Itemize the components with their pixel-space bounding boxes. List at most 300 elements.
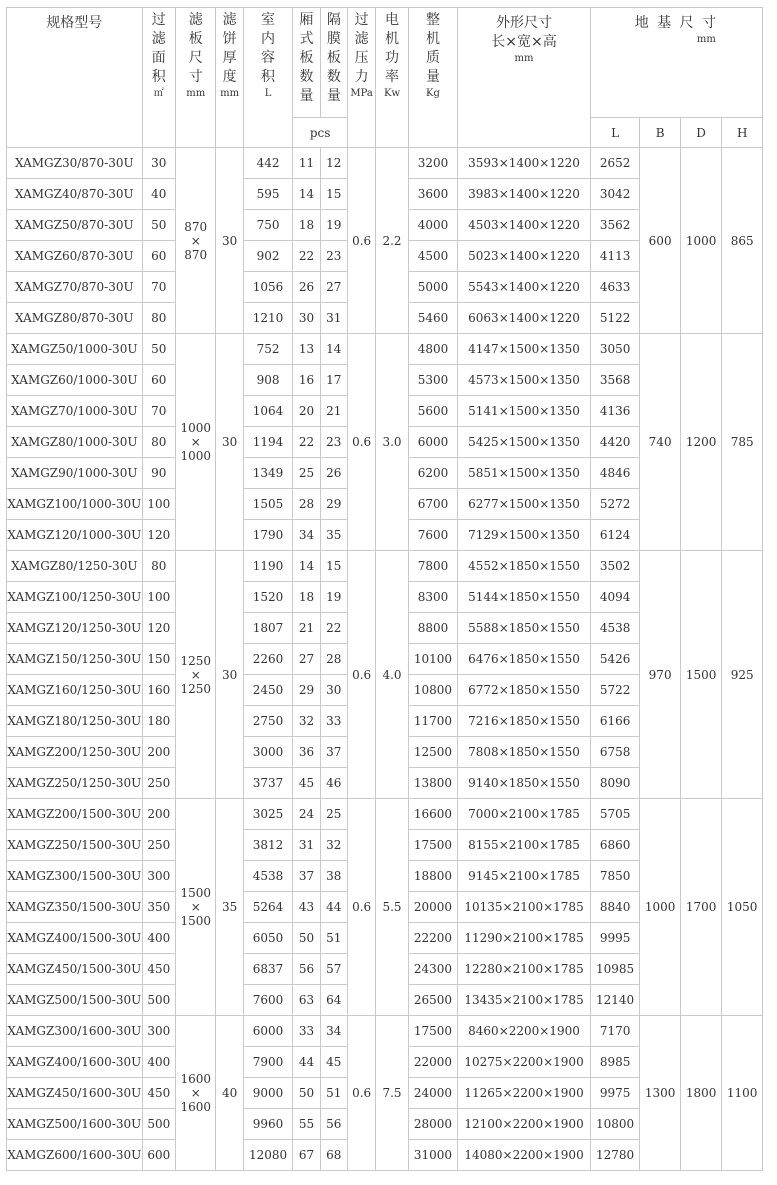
- weight-cell: 24000: [408, 1078, 458, 1109]
- foundation-l-cell: 4420: [590, 427, 640, 458]
- foundation-l-cell: 9995: [590, 923, 640, 954]
- foundation-h-cell: 1050: [722, 799, 763, 1016]
- model-cell: XAMGZ80/1000-30U: [7, 427, 143, 458]
- chamber-plates-cell: 18: [293, 210, 320, 241]
- membrane-plates-cell: 51: [320, 1078, 347, 1109]
- foundation-b-cell: 1300: [640, 1016, 680, 1171]
- plate-size-plate-bottom: 1000: [180, 449, 211, 463]
- header-weight: 整机质量 Kg: [408, 8, 458, 148]
- model-cell: XAMGZ350/1500-30U: [7, 892, 143, 923]
- foundation-l-cell: 4538: [590, 613, 640, 644]
- dimensions-cell: 4147×1500×1350: [458, 334, 591, 365]
- dimensions-cell: 13435×2100×1785: [458, 985, 591, 1016]
- chamber-plates-cell: 44: [293, 1047, 320, 1078]
- dimensions-cell: 5425×1500×1350: [458, 427, 591, 458]
- weight-cell: 28000: [408, 1109, 458, 1140]
- chamber-plates-cell: 18: [293, 582, 320, 613]
- weight-cell: 5300: [408, 365, 458, 396]
- foundation-l-cell: 7850: [590, 861, 640, 892]
- plate-size-plate-x: ×: [190, 1086, 201, 1100]
- chamber-plates-cell: 32: [293, 706, 320, 737]
- area-cell: 120: [142, 613, 175, 644]
- model-cell: XAMGZ500/1600-30U: [7, 1109, 143, 1140]
- model-cell: XAMGZ500/1500-30U: [7, 985, 143, 1016]
- membrane-plates-cell: 28: [320, 644, 347, 675]
- volume-cell: 1520: [243, 582, 293, 613]
- plate-size-cell: [175, 148, 215, 334]
- foundation-l-cell: 6124: [590, 520, 640, 551]
- foundation-d-cell: 1200: [680, 334, 721, 551]
- area-cell: 150: [142, 644, 175, 675]
- membrane-plates-cell: 37: [320, 737, 347, 768]
- membrane-plates-cell: 45: [320, 1047, 347, 1078]
- dimensions-cell: 3593×1400×1220: [458, 148, 591, 179]
- area-cell: 120: [142, 520, 175, 551]
- plate-size-plate-bottom: 870: [184, 247, 208, 262]
- dimensions-cell: 7129×1500×1350: [458, 520, 591, 551]
- area-cell: 600: [142, 1140, 175, 1171]
- foundation-l-cell: 3502: [590, 551, 640, 582]
- foundation-d-cell: 1800: [680, 1016, 721, 1171]
- area-cell: 60: [142, 365, 175, 396]
- volume-cell: 5264: [243, 892, 293, 923]
- volume-cell: 6837: [243, 954, 293, 985]
- model-cell: XAMGZ60/870-30U: [7, 241, 143, 272]
- membrane-plates-cell: 23: [320, 241, 347, 272]
- area-cell: 30: [142, 148, 175, 179]
- plate-size-plate-x: ×: [190, 667, 201, 682]
- weight-cell: 3600: [408, 179, 458, 210]
- model-cell: XAMGZ90/1000-30U: [7, 458, 143, 489]
- weight-cell: 10800: [408, 675, 458, 706]
- area-cell: 70: [142, 272, 175, 303]
- chamber-plates-cell: 20: [293, 396, 320, 427]
- dimensions-cell: 11265×2200×1900: [458, 1078, 591, 1109]
- table-row: [7, 551, 763, 582]
- model-cell: XAMGZ100/1250-30U: [7, 582, 143, 613]
- dimensions-cell: 4503×1400×1220: [458, 210, 591, 241]
- membrane-plates-cell: 19: [320, 210, 347, 241]
- area-cell: 350: [142, 892, 175, 923]
- dimensions-cell: 5144×1850×1550: [458, 582, 591, 613]
- model-cell: XAMGZ400/1500-30U: [7, 923, 143, 954]
- membrane-plates-cell: 33: [320, 706, 347, 737]
- weight-cell: 17500: [408, 1016, 458, 1047]
- foundation-l-cell: 5122: [590, 303, 640, 334]
- chamber-plates-cell: 33: [293, 1016, 320, 1047]
- header-foundation: 地 基 尺 寸 mm: [590, 8, 762, 118]
- foundation-d-cell: 1700: [680, 799, 721, 1016]
- foundation-l-cell: 4094: [590, 582, 640, 613]
- chamber-plates-cell: 11: [293, 148, 320, 179]
- weight-cell: 4000: [408, 210, 458, 241]
- volume-cell: 9000: [243, 1078, 293, 1109]
- model-cell: XAMGZ180/1250-30U: [7, 706, 143, 737]
- model-cell: XAMGZ80/870-30U: [7, 303, 143, 334]
- chamber-plates-cell: 14: [293, 551, 320, 582]
- header-dimensions: 外形尺寸 长×宽×高 mm: [458, 8, 591, 148]
- foundation-l-cell: 2652: [590, 148, 640, 179]
- foundation-l-cell: 10985: [590, 954, 640, 985]
- volume-cell: 2450: [243, 675, 293, 706]
- volume-cell: 3737: [243, 768, 293, 799]
- membrane-plates-cell: 56: [320, 1109, 347, 1140]
- area-cell: 50: [142, 210, 175, 241]
- volume-cell: 3025: [243, 799, 293, 830]
- foundation-l-cell: 9975: [590, 1078, 640, 1109]
- volume-cell: 908: [243, 365, 293, 396]
- membrane-plates-cell: 14: [320, 334, 347, 365]
- plate-size-plate-top: 1600: [180, 1072, 211, 1086]
- foundation-d-cell: 1500: [680, 551, 721, 799]
- membrane-plates-cell: 15: [320, 551, 347, 582]
- model-cell: XAMGZ50/1000-30U: [7, 334, 143, 365]
- model-cell: XAMGZ160/1250-30U: [7, 675, 143, 706]
- volume-cell: 1064: [243, 396, 293, 427]
- weight-cell: 16600: [408, 799, 458, 830]
- chamber-plates-cell: 14: [293, 179, 320, 210]
- model-cell: XAMGZ600/1600-30U: [7, 1140, 143, 1171]
- foundation-l-cell: 3050: [590, 334, 640, 365]
- area-cell: 200: [142, 799, 175, 830]
- weight-cell: 3200: [408, 148, 458, 179]
- weight-cell: 22000: [408, 1047, 458, 1078]
- volume-cell: 6000: [243, 1016, 293, 1047]
- model-cell: XAMGZ80/1250-30U: [7, 551, 143, 582]
- foundation-b-cell: 970: [640, 551, 680, 799]
- volume-cell: 1505: [243, 489, 293, 520]
- foundation-l-cell: 3042: [590, 179, 640, 210]
- membrane-plates-cell: 23: [320, 427, 347, 458]
- weight-cell: 4500: [408, 241, 458, 272]
- header-plates-unit: pcs: [293, 118, 348, 148]
- header-foundation-l: L: [590, 118, 640, 148]
- area-cell: 100: [142, 582, 175, 613]
- plate-size-plate-x: ×: [190, 435, 201, 449]
- plate-size-cell: [175, 1016, 215, 1171]
- model-cell: XAMGZ450/1600-30U: [7, 1078, 143, 1109]
- foundation-l-cell: 5705: [590, 799, 640, 830]
- weight-cell: 5600: [408, 396, 458, 427]
- dimensions-cell: 9140×1850×1550: [458, 768, 591, 799]
- pressure-cell: 0.6: [347, 148, 375, 334]
- dimensions-cell: 5023×1400×1220: [458, 241, 591, 272]
- dimensions-cell: 6476×1850×1550: [458, 644, 591, 675]
- dimensions-cell: 5588×1850×1550: [458, 613, 591, 644]
- foundation-l-cell: 10800: [590, 1109, 640, 1140]
- weight-cell: 10100: [408, 644, 458, 675]
- weight-cell: 13800: [408, 768, 458, 799]
- model-cell: XAMGZ70/1000-30U: [7, 396, 143, 427]
- plate-size-cell: [175, 551, 215, 799]
- weight-cell: 8300: [408, 582, 458, 613]
- membrane-plates-cell: 26: [320, 458, 347, 489]
- volume-cell: 442: [243, 148, 293, 179]
- area-cell: 250: [142, 768, 175, 799]
- chamber-plates-cell: 27: [293, 644, 320, 675]
- area-cell: 80: [142, 427, 175, 458]
- chamber-plates-cell: 55: [293, 1109, 320, 1140]
- area-cell: 450: [142, 1078, 175, 1109]
- header-cake-thickness: 滤饼厚度 mm: [216, 8, 243, 148]
- table-row: [7, 148, 763, 179]
- membrane-plates-cell: 32: [320, 830, 347, 861]
- header-volume: 室内容积 L: [243, 8, 293, 148]
- membrane-plates-cell: 35: [320, 520, 347, 551]
- weight-cell: 18800: [408, 861, 458, 892]
- model-cell: XAMGZ120/1250-30U: [7, 613, 143, 644]
- dimensions-cell: 14080×2200×1900: [458, 1140, 591, 1171]
- weight-cell: 26500: [408, 985, 458, 1016]
- dimensions-cell: 5141×1500×1350: [458, 396, 591, 427]
- volume-cell: 9960: [243, 1109, 293, 1140]
- membrane-plates-cell: 46: [320, 768, 347, 799]
- table-row: [7, 1016, 763, 1047]
- plate-size-plate-x: ×: [190, 900, 201, 914]
- model-cell: XAMGZ400/1600-30U: [7, 1047, 143, 1078]
- area-cell: 400: [142, 923, 175, 954]
- membrane-plates-cell: 38: [320, 861, 347, 892]
- weight-cell: 24300: [408, 954, 458, 985]
- dimensions-cell: 9145×2100×1785: [458, 861, 591, 892]
- model-cell: XAMGZ120/1000-30U: [7, 520, 143, 551]
- foundation-l-cell: 12780: [590, 1140, 640, 1171]
- header-model: 规格型号: [7, 8, 143, 148]
- foundation-l-cell: 4633: [590, 272, 640, 303]
- spec-table-wrapper: [6, 7, 763, 1171]
- plate-size-plate-top: 1250: [180, 653, 211, 668]
- pressure-cell: 0.6: [347, 334, 375, 551]
- membrane-plates-cell: 31: [320, 303, 347, 334]
- weight-cell: 17500: [408, 830, 458, 861]
- pressure-cell: 0.6: [347, 551, 375, 799]
- area-cell: 450: [142, 954, 175, 985]
- model-cell: XAMGZ150/1250-30U: [7, 644, 143, 675]
- volume-cell: 2260: [243, 644, 293, 675]
- volume-cell: 3000: [243, 737, 293, 768]
- dimensions-cell: 6277×1500×1350: [458, 489, 591, 520]
- header-pressure: 过滤压力 MPa: [347, 8, 375, 148]
- foundation-l-cell: 3562: [590, 210, 640, 241]
- weight-cell: 6200: [408, 458, 458, 489]
- dimensions-cell: 5851×1500×1350: [458, 458, 591, 489]
- foundation-l-cell: 5272: [590, 489, 640, 520]
- chamber-plates-cell: 43: [293, 892, 320, 923]
- header-foundation-d: D: [680, 118, 721, 148]
- area-cell: 160: [142, 675, 175, 706]
- volume-cell: 4538: [243, 861, 293, 892]
- header-membrane-plates: 隔膜板数量: [320, 8, 347, 118]
- chamber-plates-cell: 50: [293, 1078, 320, 1109]
- membrane-plates-cell: 25: [320, 799, 347, 830]
- foundation-l-cell: 6758: [590, 737, 640, 768]
- volume-cell: 1056: [243, 272, 293, 303]
- dimensions-cell: 5543×1400×1220: [458, 272, 591, 303]
- area-cell: 400: [142, 1047, 175, 1078]
- weight-cell: 22200: [408, 923, 458, 954]
- volume-cell: 902: [243, 241, 293, 272]
- model-cell: XAMGZ200/1250-30U: [7, 737, 143, 768]
- chamber-plates-cell: 34: [293, 520, 320, 551]
- weight-cell: 5460: [408, 303, 458, 334]
- model-cell: XAMGZ250/1250-30U: [7, 768, 143, 799]
- volume-cell: 1807: [243, 613, 293, 644]
- foundation-h-cell: 785: [722, 334, 763, 551]
- volume-cell: 1349: [243, 458, 293, 489]
- membrane-plates-cell: 17: [320, 365, 347, 396]
- plate-size-cell: [175, 334, 215, 551]
- dimensions-cell: 8155×2100×1785: [458, 830, 591, 861]
- volume-cell: 1194: [243, 427, 293, 458]
- volume-cell: 2750: [243, 706, 293, 737]
- power-cell: 2.2: [376, 148, 408, 334]
- chamber-plates-cell: 30: [293, 303, 320, 334]
- chamber-plates-cell: 31: [293, 830, 320, 861]
- weight-cell: 7600: [408, 520, 458, 551]
- model-cell: XAMGZ30/870-30U: [7, 148, 143, 179]
- volume-cell: 1190: [243, 551, 293, 582]
- plate-size-plate-bottom: 1500: [180, 914, 211, 928]
- dimensions-cell: 7000×2100×1785: [458, 799, 591, 830]
- dimensions-cell: 12100×2200×1900: [458, 1109, 591, 1140]
- weight-cell: 4800: [408, 334, 458, 365]
- model-cell: XAMGZ450/1500-30U: [7, 954, 143, 985]
- area-cell: 90: [142, 458, 175, 489]
- foundation-h-cell: 925: [722, 551, 763, 799]
- area-cell: 100: [142, 489, 175, 520]
- foundation-d-cell: 1000: [680, 148, 721, 334]
- chamber-plates-cell: 16: [293, 365, 320, 396]
- weight-cell: 8800: [408, 613, 458, 644]
- foundation-l-cell: 8985: [590, 1047, 640, 1078]
- cake-thickness-cell: 30: [216, 551, 243, 799]
- foundation-b-cell: 1000: [640, 799, 680, 1016]
- chamber-plates-cell: 13: [293, 334, 320, 365]
- foundation-l-cell: 7170: [590, 1016, 640, 1047]
- foundation-b-cell: 740: [640, 334, 680, 551]
- header-power: 电机功率 Kw: [376, 8, 408, 148]
- chamber-plates-cell: 45: [293, 768, 320, 799]
- foundation-l-cell: 6860: [590, 830, 640, 861]
- membrane-plates-cell: 12: [320, 148, 347, 179]
- volume-cell: 1210: [243, 303, 293, 334]
- model-cell: XAMGZ300/1500-30U: [7, 861, 143, 892]
- weight-cell: 6700: [408, 489, 458, 520]
- membrane-plates-cell: 34: [320, 1016, 347, 1047]
- plate-size-plate-top: 1000: [180, 421, 211, 435]
- chamber-plates-cell: 24: [293, 799, 320, 830]
- foundation-l-cell: 5426: [590, 644, 640, 675]
- area-cell: 250: [142, 830, 175, 861]
- foundation-l-cell: 6166: [590, 706, 640, 737]
- volume-cell: 752: [243, 334, 293, 365]
- weight-cell: 6000: [408, 427, 458, 458]
- filter-press-spec-table: [6, 7, 763, 1171]
- header-plate-size: 滤板尺寸 mm: [175, 8, 215, 148]
- cake-thickness-cell: 40: [216, 1016, 243, 1171]
- chamber-plates-cell: 22: [293, 427, 320, 458]
- membrane-plates-cell: 27: [320, 272, 347, 303]
- area-cell: 80: [142, 551, 175, 582]
- weight-cell: 20000: [408, 892, 458, 923]
- cake-thickness-cell: 30: [216, 334, 243, 551]
- chamber-plates-cell: 22: [293, 241, 320, 272]
- membrane-plates-cell: 15: [320, 179, 347, 210]
- power-cell: 5.5: [376, 799, 408, 1016]
- weight-cell: 5000: [408, 272, 458, 303]
- header-chamber-plates: 厢式板数量: [293, 8, 320, 118]
- model-cell: XAMGZ50/870-30U: [7, 210, 143, 241]
- membrane-plates-cell: 19: [320, 582, 347, 613]
- dimensions-cell: 12280×2100×1785: [458, 954, 591, 985]
- power-cell: 3.0: [376, 334, 408, 551]
- header-foundation-h: H: [722, 118, 763, 148]
- foundation-l-cell: 5722: [590, 675, 640, 706]
- chamber-plates-cell: 36: [293, 737, 320, 768]
- plate-size-cell: [175, 799, 215, 1016]
- weight-cell: 31000: [408, 1140, 458, 1171]
- area-cell: 50: [142, 334, 175, 365]
- plate-size-plate-x: ×: [190, 233, 201, 248]
- volume-cell: 1790: [243, 520, 293, 551]
- model-cell: XAMGZ60/1000-30U: [7, 365, 143, 396]
- dimensions-cell: 7808×1850×1550: [458, 737, 591, 768]
- area-cell: 70: [142, 396, 175, 427]
- dimensions-cell: 7216×1850×1550: [458, 706, 591, 737]
- membrane-plates-cell: 51: [320, 923, 347, 954]
- volume-cell: 595: [243, 179, 293, 210]
- chamber-plates-cell: 26: [293, 272, 320, 303]
- dimensions-cell: 6772×1850×1550: [458, 675, 591, 706]
- chamber-plates-cell: 29: [293, 675, 320, 706]
- chamber-plates-cell: 50: [293, 923, 320, 954]
- plate-size-plate-top: 870: [184, 219, 208, 234]
- foundation-l-cell: 4136: [590, 396, 640, 427]
- foundation-b-cell: 600: [640, 148, 680, 334]
- dimensions-cell: 11290×2100×1785: [458, 923, 591, 954]
- membrane-plates-cell: 68: [320, 1140, 347, 1171]
- model-cell: XAMGZ40/870-30U: [7, 179, 143, 210]
- pressure-cell: 0.6: [347, 799, 375, 1016]
- volume-cell: 3812: [243, 830, 293, 861]
- power-cell: 4.0: [376, 551, 408, 799]
- dimensions-cell: 3983×1400×1220: [458, 179, 591, 210]
- chamber-plates-cell: 25: [293, 458, 320, 489]
- spec-table-body: [7, 148, 763, 1171]
- plate-size-plate-bottom: 1600: [180, 1100, 211, 1114]
- membrane-plates-cell: 29: [320, 489, 347, 520]
- power-cell: 7.5: [376, 1016, 408, 1171]
- dimensions-cell: 6063×1400×1220: [458, 303, 591, 334]
- header-area: 过滤面积 ㎡: [142, 8, 175, 148]
- dimensions-cell: 10135×2100×1785: [458, 892, 591, 923]
- foundation-l-cell: 3568: [590, 365, 640, 396]
- weight-cell: 12500: [408, 737, 458, 768]
- membrane-plates-cell: 64: [320, 985, 347, 1016]
- plate-size-plate-top: 1500: [180, 886, 211, 900]
- foundation-l-cell: 4846: [590, 458, 640, 489]
- area-cell: 60: [142, 241, 175, 272]
- membrane-plates-cell: 21: [320, 396, 347, 427]
- foundation-l-cell: 12140: [590, 985, 640, 1016]
- foundation-l-cell: 4113: [590, 241, 640, 272]
- header-foundation-b: B: [640, 118, 680, 148]
- weight-cell: 11700: [408, 706, 458, 737]
- foundation-h-cell: 865: [722, 148, 763, 334]
- chamber-plates-cell: 21: [293, 613, 320, 644]
- foundation-l-cell: 8840: [590, 892, 640, 923]
- foundation-l-cell: 8090: [590, 768, 640, 799]
